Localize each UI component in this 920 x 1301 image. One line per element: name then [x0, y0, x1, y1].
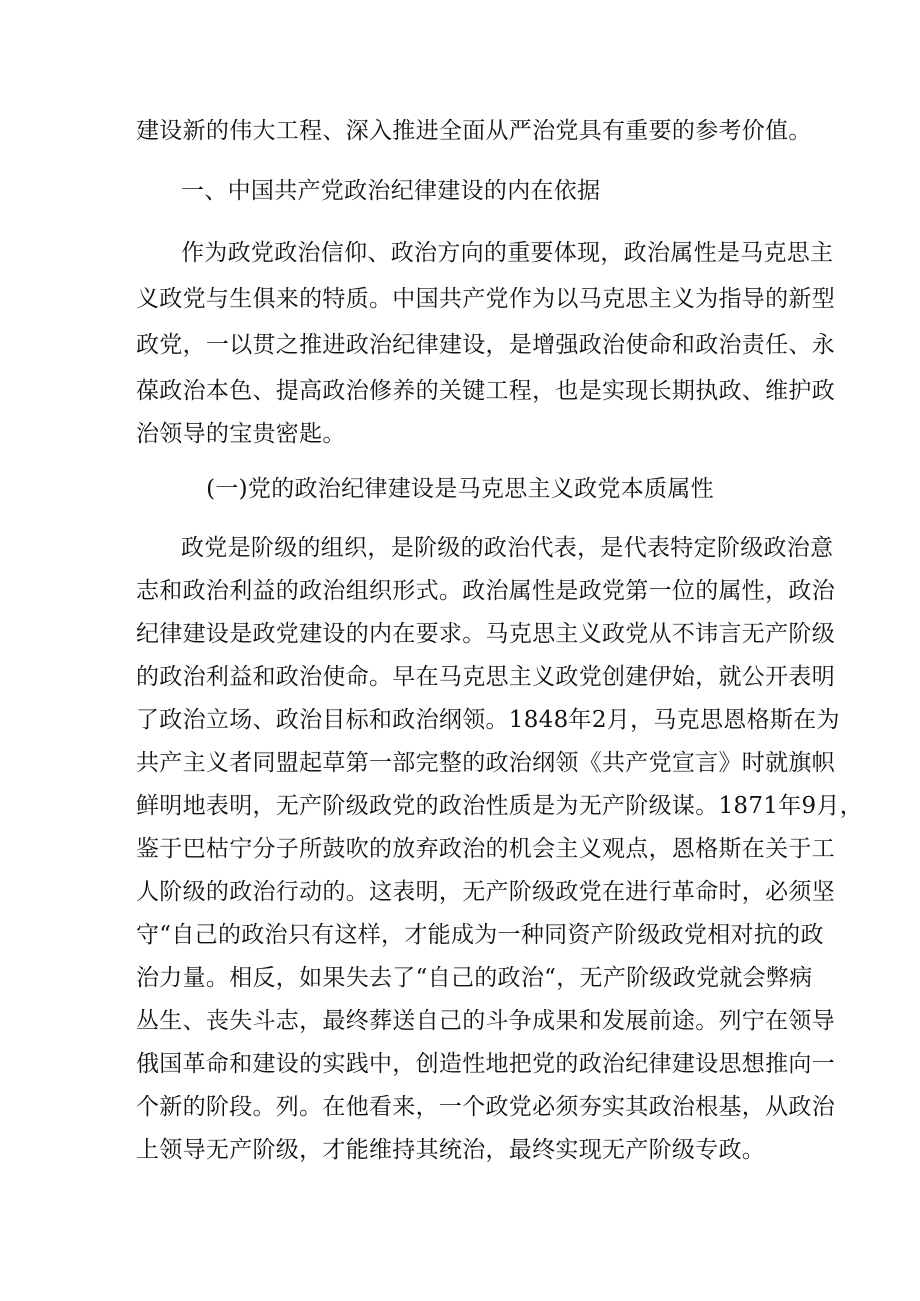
text-line: 上领导无产阶级，才能维持其统治，最终实现无产阶级专政。 [136, 1137, 766, 1163]
text-line: 义政党与生俱来的特质。中国共产党作为以马克思主义为指导的新型 [136, 286, 835, 312]
text-line: 治领导的宝贵密匙。 [136, 421, 346, 447]
text-line: 纪律建设是政党建设的内在要求。马克思主义政党从不讳言无产阶级 [136, 621, 835, 647]
text-line: 俄国革命和建设的实践中，创造性地把党的政治纪律建设思想推向一 [136, 1051, 835, 1077]
text-line: 人阶级的政治行动的。这表明，无产阶级政党在进行革命时，必须坚 [136, 879, 835, 905]
text-line: 建设新的伟大工程、深入推进全面从严治党具有重要的参考价值。 [136, 118, 812, 144]
text-line: 个新的阶段。列。在他看来，一个政党必须夯实其政治根基，从政治 [136, 1094, 835, 1120]
text-line: 志和政治利益的政治组织形式。政治属性是政党第一位的属性，政治 [136, 578, 835, 604]
text-line: 政党是阶级的组织，是阶级的政治代表，是代表特定阶级政治意 [181, 535, 834, 561]
section-heading: 一、中国共产党政治纪律建设的内在依据 [181, 178, 601, 204]
text-line: 的政治利益和政治使命。早在马克思主义政党创建伊始，就公开表明 [136, 664, 835, 690]
text-line: 守“自己的政治只有这样，才能成为一种同资产阶级政党相对抗的政 [136, 922, 824, 948]
text-line: 丛生、丧失斗志，最终葬送自己的斗争成果和发展前途。列宁在领导 [136, 1008, 835, 1034]
text-line: 政党，一以贯之推进政治纪律建设，是增强政治使命和政治责任、永 [136, 332, 835, 358]
subsection-heading: (一)党的政治纪律建设是马克思主义政党本质属性 [206, 476, 714, 502]
text-line: 了政治立场、政治目标和政治纲领。1848年2月，马克思恩格斯在为 [136, 707, 840, 733]
text-line: 鲜明地表明，无产阶级政党的政治性质是为无产阶级谋。1871年9月， [136, 793, 864, 819]
text-line: 治力量。相反，如果失去了“自己的政治“，无产阶级政党就会弊病 [136, 965, 813, 991]
text-line: 作为政党政治信仰、政治方向的重要体现，政治属性是马克思主 [181, 240, 834, 266]
text-line: 共产主义者同盟起草第一部完整的政治纲领《共产党宣言》时就旗帜 [136, 750, 835, 776]
text-line: 鉴于巴枯宁分子所鼓吹的放弃政治的机会主义观点，恩格斯在关于工 [136, 836, 835, 862]
text-line: 葆政治本色、提高政治修养的关键工程，也是实现长期执政、维护政 [136, 378, 835, 404]
